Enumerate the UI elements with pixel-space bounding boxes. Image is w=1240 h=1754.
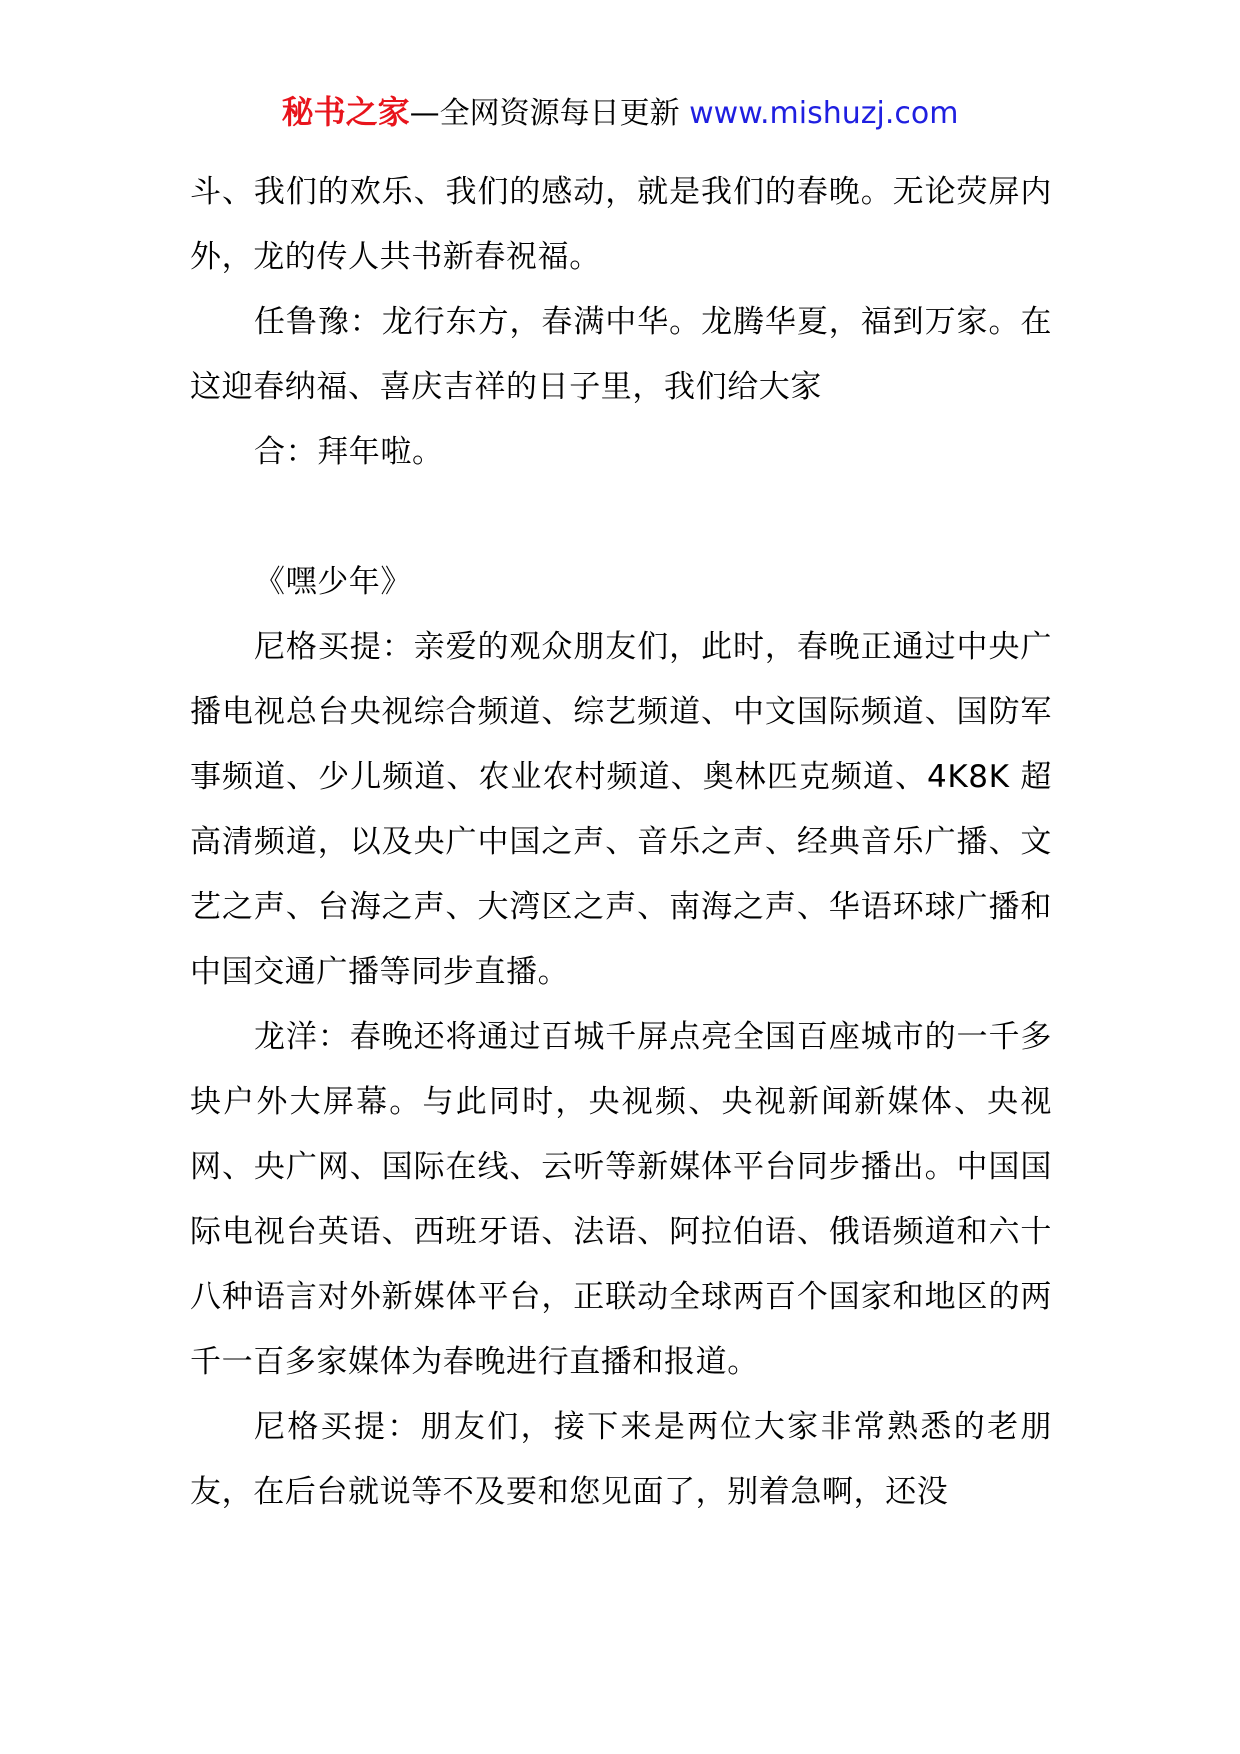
site-brand: 秘书之家 bbox=[281, 93, 410, 131]
document-body bbox=[190, 160, 1052, 1525]
paragraph-nigemaiti-1: 尼格买提：亲爱的观众朋友们，此时，春晚正通过中央广播电视总台央视综合频道、综艺频道、中文国际频道、国防军事频道、少儿频道、农业农村频道、奥林匹克频道、4K8K 超高清频道，以及央广中国之声、音乐之声、经典音乐广播、文艺之声、台海之声、大湾区之声、南海之声、华语环球广播和中国交通广播等同步直播。 bbox=[190, 629, 1052, 990]
paragraph-ren-luyu: 任鲁豫：龙行东方，春满中华。龙腾华夏，福到万家。在这迎春纳福、喜庆吉祥的日子里，我们给大家 bbox=[190, 304, 1052, 405]
page-header bbox=[0, 92, 1240, 134]
paragraph-continuation: 斗、我们的欢乐、我们的感动，就是我们的春晚。无论荧屏内外，龙的传人共书新春祝福。 bbox=[190, 174, 1052, 275]
paragraph-nigemaiti-2: 尼格买提：朋友们，接下来是两位大家非常熟悉的老朋友，在后台就说等不及要和您见面了，别着急啊，还没 bbox=[190, 1409, 1052, 1510]
blank-line bbox=[190, 485, 1052, 550]
paragraph-long-yang: 龙洋：春晚还将通过百城千屏点亮全国百座城市的一千多块户外大屏幕。与此同时，央视频、央视新闻新媒体、央视网、央广网、国际在线、云听等新媒体平台同步播出。中国国际电视台英语、西班牙语、法语、阿拉伯语、俄语频道和六十八种语言对外新媒体平台，正联动全球两百个国家和地区的两千一百多家媒体为春晚进行直播和报道。 bbox=[190, 1019, 1052, 1380]
paragraph-together: 合：拜年啦。 bbox=[254, 434, 444, 470]
program-title: 《嘿少年》 bbox=[254, 564, 412, 600]
site-tagline: —全网资源每日更新 bbox=[409, 96, 690, 131]
site-url-link[interactable]: www.mishuzj.com bbox=[689, 96, 959, 131]
